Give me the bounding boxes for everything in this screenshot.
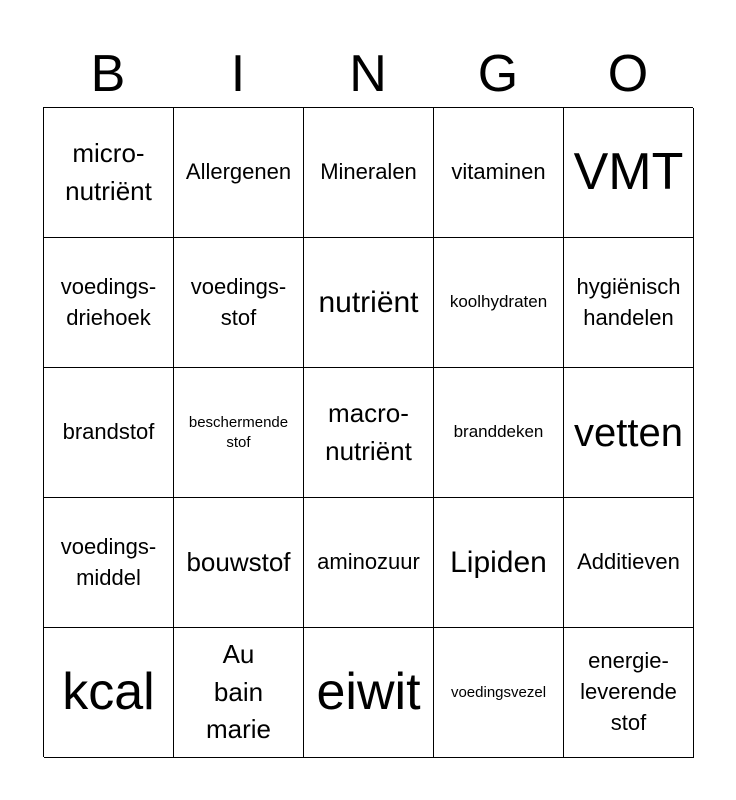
cell-text: bouwstof <box>186 546 291 577</box>
cell-text: brandstof <box>62 419 155 445</box>
bingo-cell[interactable] <box>174 628 304 758</box>
bingo-cell[interactable] <box>174 498 304 628</box>
cell-text: voedings- middel <box>60 533 157 590</box>
bingo-cell[interactable] <box>44 108 174 238</box>
cell-text: branddeken <box>453 422 544 442</box>
header-letter-g: G <box>477 45 519 103</box>
cell-text: kcal <box>62 662 155 721</box>
cell-text: Additieven <box>577 549 680 575</box>
cell-text: aminozuur <box>317 549 420 575</box>
header-letter-o: O <box>607 45 649 103</box>
bingo-cell[interactable] <box>304 628 434 758</box>
cell-text: energie- leverende stof <box>580 648 677 735</box>
cell-text: Allergenen <box>185 159 292 185</box>
cell-text: koolhydraten <box>449 292 548 312</box>
bingo-cell[interactable] <box>564 108 694 238</box>
bingo-board <box>43 107 693 757</box>
bingo-cell[interactable] <box>174 368 304 498</box>
bingo-cell[interactable] <box>174 238 304 368</box>
header-letter-i: I <box>230 45 246 103</box>
cell-text: Au bain marie <box>205 638 271 745</box>
header-letter-n: N <box>349 45 387 103</box>
cell-text: hygiënisch handelen <box>576 273 681 330</box>
bingo-cell[interactable] <box>44 368 174 498</box>
cell-text: macro- nutriënt <box>325 397 412 466</box>
bingo-cell[interactable] <box>434 368 564 498</box>
cell-text: VMT <box>573 142 684 201</box>
bingo-cell[interactable] <box>174 108 304 238</box>
cell-text: eiwit <box>316 662 421 721</box>
cell-text: Mineralen <box>320 159 417 185</box>
bingo-cell[interactable] <box>564 368 694 498</box>
cell-text: voedings- stof <box>190 273 287 330</box>
cell-text: Lipiden <box>450 546 547 579</box>
bingo-cell[interactable] <box>434 498 564 628</box>
cell-text: voedingsvezel <box>450 683 547 701</box>
bingo-cell[interactable] <box>564 498 694 628</box>
bingo-cell[interactable] <box>304 368 434 498</box>
bingo-cell[interactable] <box>44 498 174 628</box>
cell-text: vetten <box>574 410 683 455</box>
bingo-cell[interactable] <box>304 238 434 368</box>
cell-text: nutriënt <box>318 286 419 319</box>
cell-text: beschermende stof <box>188 414 289 451</box>
bingo-cell[interactable] <box>304 498 434 628</box>
bingo-cell[interactable] <box>434 628 564 758</box>
cell-text: vitaminen <box>451 159 546 185</box>
bingo-cell[interactable] <box>434 108 564 238</box>
header-letter-b: B <box>90 45 126 103</box>
bingo-cell[interactable] <box>564 238 694 368</box>
cell-text: micro- nutriënt <box>65 137 152 206</box>
bingo-cell[interactable] <box>44 628 174 758</box>
bingo-cell[interactable] <box>44 238 174 368</box>
cell-text: voedings- driehoek <box>60 273 157 330</box>
bingo-header <box>43 40 693 108</box>
bingo-cell[interactable] <box>434 238 564 368</box>
bingo-cell[interactable] <box>564 628 694 758</box>
bingo-cell[interactable] <box>304 108 434 238</box>
